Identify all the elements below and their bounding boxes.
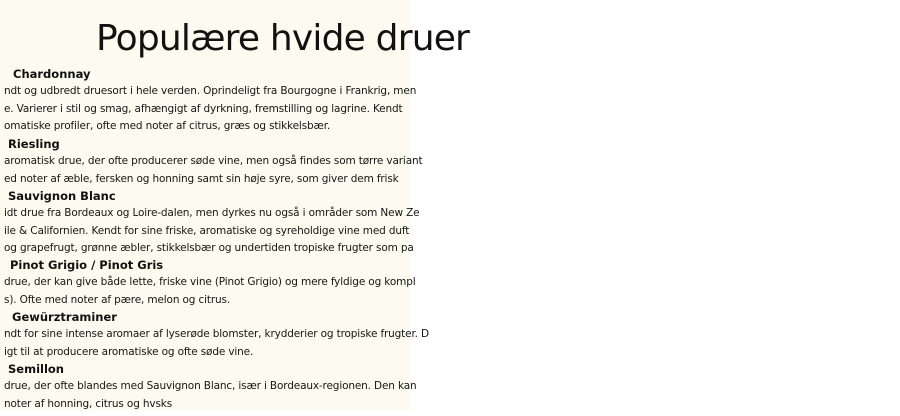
grape-section-chardonnay [0,66,900,136]
grape-description-line: drue, der kan give både lette, friske vine (Pinot Grigio) og mere fyldige og kompl [4,276,416,288]
grape-description-line: ndt og udbredt druesort i hele verden. Oprindeligt fra Bourgogne i Frankrig, men [4,85,417,97]
grape-description-line: aromatisk drue, der ofte producerer søde vine, men også findes som tørre variant [4,155,423,167]
grape-name: Pinot Grigio / Pinot Gris [10,258,164,272]
grape-description-line: drue, der ofte blandes med Sauvignon Blanc, især i Bordeaux-regionen. Den kan [4,380,417,392]
grape-name: Chardonnay [13,67,91,81]
grape-description-line: noter af honning, citrus og hvsks [4,397,173,410]
grape-description-line: igt til at producere aromatiske og ofte søde vine. [4,345,254,358]
grape-section-pinot-grigio [0,257,900,309]
grape-description-line: e. Varierer i stil og smag, afhængigt af dyrkning, fremstilling og lagrine. Kendt [4,102,403,115]
grape-description-line: ed noter af æble, fersken og honning samt sin høje syre, som giver dem frisk [4,172,399,185]
grape-name: Gewürztraminer [12,310,117,324]
grape-description-line: s). Ofte med noter af pære, melon og citrus. [4,293,231,306]
grape-name: Sauvignon Blanc [8,189,116,203]
grape-name: Semillon [8,362,64,376]
grape-name: Riesling [8,137,60,151]
grape-description-line: ile & Californien. Kendt for sine friske, aromatiske og syreholdige vine med duft [4,224,410,237]
grape-section-gewurztraminer [0,309,900,361]
grape-section-riesling [0,136,900,188]
grape-description-line: omatiske profiler, ofte med noter af citrus, græs og stikkelsbær. [4,120,331,133]
page-title: Populære hvide druer [96,18,470,59]
grape-description-line: og grapefrugt, grønne æbler, stikkelsbær og undertiden tropiske frugter som pa [4,242,414,255]
grape-section-semillon [0,361,900,413]
grape-description-line: idt drue fra Bordeaux og Loire-dalen, men dyrkes nu også i områder som New Ze [4,207,420,219]
grape-section-sauvignon-blanc [0,188,900,258]
grape-description-line: ndt for sine intense aromaer af lyserøde blomster, krydderier og tropiske frugter. D [4,328,429,340]
